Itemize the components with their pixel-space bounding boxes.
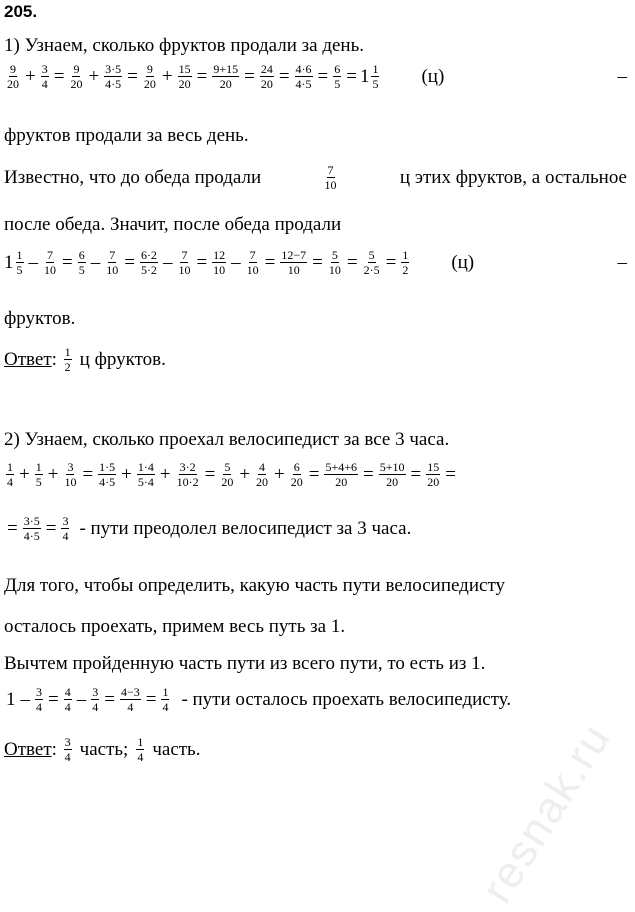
operator: + — [25, 65, 36, 87]
part1-heading: 1) Узнаем, сколько фруктов продали за день. — [4, 35, 365, 56]
numerator: 15 — [178, 62, 191, 76]
fraction — [78, 248, 86, 277]
denominator: 20 — [386, 475, 399, 489]
denominator: 10 — [328, 263, 341, 277]
numerator: 3·5 — [23, 514, 40, 528]
fraction — [104, 62, 122, 91]
fraction — [363, 248, 381, 277]
operator: – — [20, 688, 30, 710]
numerator: 7 — [181, 248, 188, 262]
denominator: 4 — [92, 700, 99, 714]
denominator: 20 — [178, 77, 191, 91]
numerator: 5+4+6 — [325, 460, 358, 474]
operator: = — [308, 463, 320, 485]
numerator: 9 — [146, 62, 153, 76]
denominator: 4 — [64, 750, 71, 764]
fraction — [246, 248, 260, 277]
denominator: 10 — [106, 263, 119, 277]
operator: = — [363, 463, 374, 485]
operator: = — [104, 688, 115, 710]
part2-heading: 2) Узнаем, сколько проехал велосипедист за все 3 часа. — [4, 429, 450, 450]
fraction — [212, 62, 239, 91]
text-line-d: осталось проехать, примем весь путь за 1. — [4, 616, 346, 637]
dash: – — [617, 251, 627, 273]
numerator: 5+10 — [379, 460, 405, 474]
denominator: 20 — [335, 475, 348, 489]
operator: = — [48, 688, 59, 710]
numerator: 1·4 — [137, 460, 154, 474]
answer-1: Ответ : $\frac{1}{2}$ ц фруктов. — [4, 345, 166, 374]
numerator: 3 — [67, 460, 74, 474]
operator: = — [196, 65, 208, 87]
numerator: 3 — [41, 62, 48, 76]
fraction — [324, 163, 338, 192]
fraction — [280, 248, 307, 277]
fraction — [295, 62, 313, 91]
numerator: 12 — [213, 248, 226, 262]
equation-4-expr — [4, 514, 71, 543]
numerator: 1 — [372, 62, 379, 76]
fraction — [140, 248, 158, 277]
fraction — [136, 735, 144, 764]
dash: – — [617, 65, 627, 87]
denominator: 4 — [62, 529, 69, 543]
equation-3-expr — [4, 460, 459, 489]
numerator: 3 — [62, 514, 69, 528]
denominator: 5·4 — [137, 475, 154, 489]
operator: = — [346, 251, 358, 273]
answer-2: Ответ : $\frac{3}{4}$ часть; $\frac{1}{4}$ часть. — [4, 735, 201, 764]
numerator: 6 — [78, 248, 85, 262]
denominator: 20 — [260, 77, 273, 91]
denominator: 5 — [78, 263, 85, 277]
operator: = — [62, 251, 73, 273]
text-line-b: после обеда. Значит, после обеда продали — [4, 214, 342, 235]
fraction — [43, 248, 57, 277]
numerator: 1 — [64, 345, 71, 359]
denominator: 10 — [324, 178, 337, 192]
operator: + — [88, 65, 100, 87]
text-line-e: Вычтем пройденную часть пути из всего пути, то есть из 1. — [4, 653, 486, 674]
fraction — [16, 248, 24, 277]
mixed-number — [4, 248, 26, 277]
fraction — [401, 248, 409, 277]
equation-2 — [4, 248, 627, 277]
text-line-a — [4, 163, 627, 192]
operator: = — [124, 251, 135, 273]
operator: = — [312, 251, 323, 273]
operator: = — [317, 65, 329, 87]
denominator: 4·5 — [23, 529, 40, 543]
numerator: 6·2 — [140, 248, 157, 262]
denominator: 4·5 — [295, 77, 312, 91]
numerator: 3·2 — [179, 460, 196, 474]
numerator: 1 — [137, 735, 144, 749]
numerator: 1·5 — [99, 460, 116, 474]
fraction — [212, 248, 226, 277]
answer-text: часть; — [79, 738, 129, 760]
equation-4-text: - пути преодолел велосипедист за 3 часа. — [79, 517, 412, 539]
numerator: 7 — [249, 248, 256, 262]
numerator: 6 — [334, 62, 341, 76]
operator: = — [204, 463, 216, 485]
fraction — [324, 460, 358, 489]
denominator: 2 — [64, 360, 71, 374]
problem-number: 205. — [4, 2, 38, 21]
denominator: 10·2 — [176, 475, 199, 489]
fraction — [260, 62, 274, 91]
numerator: 3 — [64, 735, 71, 749]
operator: – — [28, 251, 38, 273]
equation-2-expr — [4, 248, 411, 277]
operator: = — [346, 65, 357, 87]
fraction — [41, 62, 49, 91]
operator: + — [121, 463, 132, 485]
fraction — [290, 460, 304, 489]
operator: = — [244, 65, 255, 87]
denominator: 2 — [402, 263, 409, 277]
operator: – — [231, 251, 241, 273]
denominator: 5 — [35, 475, 42, 489]
numerator: 3 — [36, 685, 42, 699]
operator: – — [162, 251, 173, 273]
operator: + — [274, 463, 285, 485]
numerator: 4 — [64, 685, 71, 699]
fraction — [161, 685, 169, 714]
number: 1 — [6, 688, 16, 710]
numerator: 1 — [16, 248, 23, 262]
numerator: 5 — [224, 460, 231, 474]
denominator: 20 — [427, 475, 440, 489]
fraction — [178, 62, 192, 91]
numerator: 4 — [259, 460, 266, 474]
operator: + — [239, 463, 251, 485]
numerator: 15 — [427, 460, 440, 474]
numerator: 1 — [162, 685, 169, 699]
equation-1-expr — [4, 62, 381, 91]
denominator: 10 — [44, 263, 56, 277]
operator: + — [159, 463, 171, 485]
denominator: 4·5 — [99, 475, 116, 489]
operator: = — [7, 517, 18, 539]
denominator: 10 — [213, 263, 226, 277]
fraction — [23, 514, 41, 543]
operator: = — [410, 463, 422, 485]
operator: + — [19, 463, 30, 485]
numerator: 7 — [327, 163, 334, 177]
text-line-a-part2: ц этих фруктов, а остальное — [399, 166, 627, 188]
numerator: 24 — [260, 62, 273, 76]
fraction — [143, 62, 157, 91]
text-line-a-part1: Известно, что до обеда продали — [4, 166, 262, 188]
whole-part: 1 — [359, 65, 370, 87]
denominator: 10 — [178, 263, 191, 277]
numerator: 9+15 — [213, 62, 239, 76]
watermark: resnak.ru — [471, 714, 621, 912]
fraction — [371, 62, 379, 91]
equation-5-expr — [4, 685, 171, 714]
numerator: 5 — [331, 248, 338, 262]
denominator: 4 — [7, 475, 13, 489]
operator: – — [76, 688, 87, 710]
denominator: 4 — [127, 700, 134, 714]
fraction — [64, 735, 72, 764]
answer-text: часть. — [152, 738, 201, 760]
fraction — [35, 460, 43, 489]
denominator: 10 — [287, 263, 300, 277]
operator: + — [47, 463, 59, 485]
operator: – — [90, 251, 101, 273]
denominator: 10 — [64, 475, 77, 489]
answer-label: Ответ — [4, 348, 52, 370]
equation-1-tail: фруктов продали за весь день. — [4, 125, 249, 146]
fraction — [35, 685, 43, 714]
fraction — [63, 460, 77, 489]
equation-5-text: - пути осталось проехать велосипедисту. — [181, 688, 512, 710]
fraction — [64, 345, 72, 374]
operator: = — [445, 463, 456, 485]
numerator: 1 — [35, 460, 42, 474]
numerator: 12−7 — [281, 248, 307, 262]
fraction — [426, 460, 440, 489]
fraction — [328, 248, 342, 277]
fraction — [220, 460, 234, 489]
operator: = — [53, 65, 65, 87]
denominator: 5 — [372, 77, 379, 91]
answer-label: Ответ — [4, 738, 52, 760]
denominator: 20 — [143, 77, 156, 91]
numerator: 3·5 — [105, 62, 122, 76]
denominator: 4 — [137, 750, 144, 764]
denominator: 20 — [290, 475, 303, 489]
denominator: 20 — [219, 77, 232, 91]
operator: = — [82, 463, 94, 485]
text-line-c: Для того, чтобы определить, какую часть пути велосипедисту — [4, 575, 505, 596]
fraction — [120, 685, 141, 714]
fraction — [105, 248, 119, 277]
unit-label: (ц) — [421, 65, 445, 87]
answer-text: ц фруктов. — [79, 348, 166, 370]
fraction — [6, 460, 14, 489]
denominator: 5 — [16, 263, 23, 277]
denominator: 10 — [246, 263, 259, 277]
denominator: 4 — [64, 700, 71, 714]
denominator: 4 — [36, 700, 42, 714]
denominator: 20 — [221, 475, 234, 489]
operator: = — [278, 65, 290, 87]
numerator: 4·6 — [295, 62, 312, 76]
operator: = — [385, 251, 397, 273]
denominator: 20 — [7, 77, 19, 91]
denominator: 4 — [41, 77, 48, 91]
denominator: 4·5 — [105, 77, 122, 91]
fraction — [69, 62, 83, 91]
numerator: 9 — [10, 62, 16, 76]
denominator: 4 — [162, 700, 169, 714]
fraction — [64, 685, 72, 714]
operator: = — [145, 688, 157, 710]
fraction — [333, 62, 341, 91]
equation-5 — [4, 685, 627, 714]
denominator: 5·2 — [140, 263, 157, 277]
equation-1 — [4, 62, 627, 91]
numerator: 7 — [47, 248, 53, 262]
operator: = — [196, 251, 208, 273]
numerator: 1 — [7, 460, 13, 474]
numerator: 9 — [73, 62, 80, 76]
numerator: 7 — [109, 248, 116, 262]
operator: = — [45, 517, 57, 539]
numerator: 6 — [293, 460, 300, 474]
operator: = — [127, 65, 138, 87]
equation-2-tail: фруктов. — [4, 308, 76, 329]
operator: = — [264, 251, 276, 273]
fraction — [91, 685, 99, 714]
fraction — [176, 460, 200, 489]
fraction — [137, 460, 155, 489]
equation-4 — [4, 514, 627, 543]
whole-part: 1 — [4, 251, 14, 273]
fraction — [177, 248, 191, 277]
fraction — [6, 62, 20, 91]
fraction — [61, 514, 69, 543]
fraction — [255, 460, 269, 489]
denominator: 5 — [334, 77, 341, 91]
denominator: 20 — [70, 77, 83, 91]
numerator: 5 — [368, 248, 375, 262]
operator: + — [161, 65, 173, 87]
numerator: 3 — [92, 685, 99, 699]
denominator: 2·5 — [363, 263, 380, 277]
unit-label: (ц) — [451, 251, 475, 273]
fraction — [98, 460, 116, 489]
denominator: 20 — [256, 475, 269, 489]
numerator: 1 — [402, 248, 409, 262]
numerator: 4−3 — [120, 685, 140, 699]
fraction — [379, 460, 406, 489]
equation-3 — [4, 460, 627, 489]
mixed-number — [360, 62, 382, 91]
